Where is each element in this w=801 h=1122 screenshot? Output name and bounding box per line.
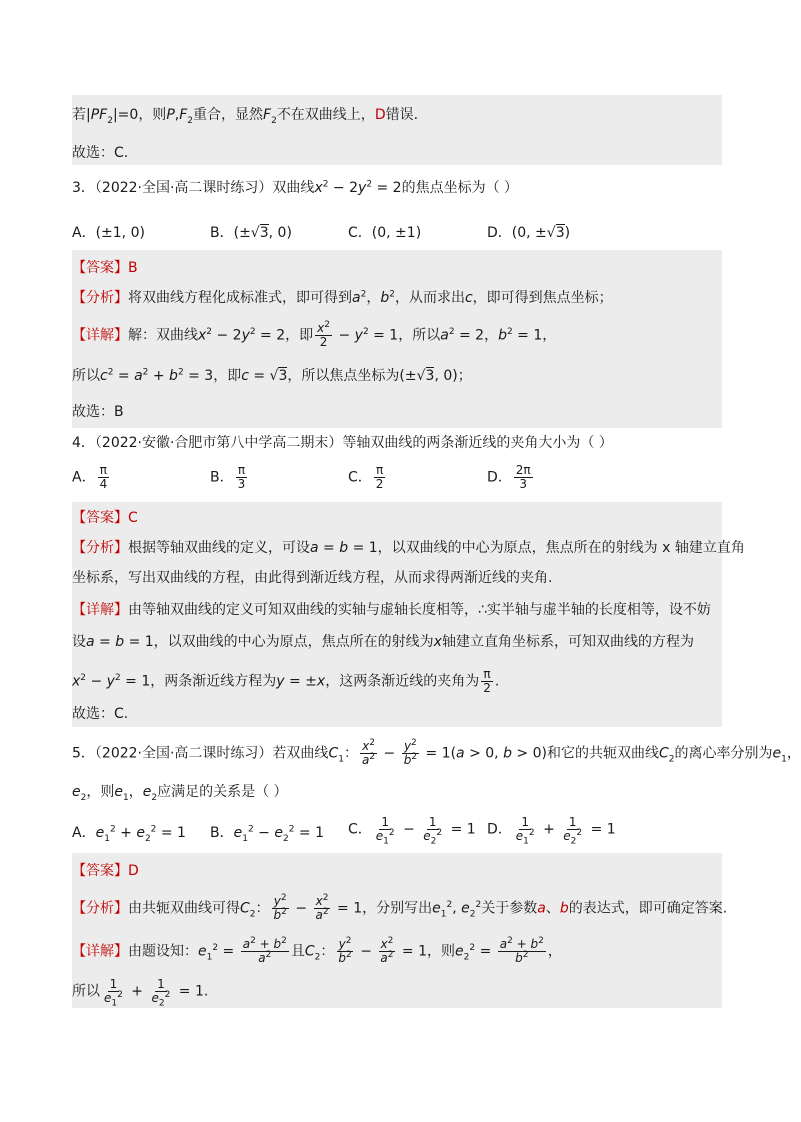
q5-option-b[interactable]: B．$e_1^2 - e_2^2 = 1$ bbox=[210, 824, 324, 844]
q4-option-c[interactable]: C． $\frac{\pi}{2}$ bbox=[348, 463, 384, 491]
q4-detail-2: 设a = b = 1，以双曲线的中心为原点，焦点所在的射线为x轴建立直角坐标系，可知双曲线的方程为 bbox=[72, 634, 694, 650]
q4-stem: 4．（2022·安徽·合肥市第八中学高二期末）等轴双曲线的两条渐近线的夹角大小为（ ） bbox=[72, 435, 613, 451]
q5-option-d[interactable]: D． $\frac{1}{e_1^2}$ + $\frac{1}{e_2^2}$ = 1 bbox=[487, 815, 616, 847]
q5-option-c[interactable]: C． $\frac{1}{e_1^2}$ − $\frac{1}{e_2^2}$ = 1 bbox=[348, 815, 476, 847]
q3-option-b[interactable]: B．(±√3, 0) bbox=[210, 225, 292, 241]
q3-option-a[interactable]: A．(±1, 0) bbox=[72, 225, 145, 241]
q5-analysis: 【分析】由共轭双曲线可得$C_2$： $\frac{y^2}{b^2}$ − $\frac{x^2}{a^2}$ = 1，分别写出$e_1^2$, $e_2^2$关于参数a、b的表达式，即可确定答案. bbox=[72, 893, 728, 922]
q4-choice: 故选：C. bbox=[72, 706, 129, 722]
q4-option-d[interactable]: D． $\frac{2\pi}{3}$ bbox=[487, 463, 531, 491]
q5-detail-2: 所以 $\frac{1}{e_1^2}$ + $\frac{1}{e_2^2}$ = 1. bbox=[72, 977, 209, 1009]
q3-detail-2: 所以$c^2 = a^2 + b^2 = 3$，即c = √3，所以焦点坐标为(±√3, 0)； bbox=[72, 367, 472, 384]
q5-answer: 【答案】D bbox=[72, 863, 139, 879]
q4-answer: 【答案】C bbox=[72, 510, 138, 526]
q4-detail-3: $x^2 - y^2 = 1$，两条渐近线方程为y = ±x，这两条渐近线的夹角为 $\frac{\pi}{2}$ . bbox=[72, 667, 500, 695]
q3-option-d[interactable]: D．(0, ±√3) bbox=[487, 225, 571, 241]
q4-option-b[interactable]: B． $\frac{\pi}{3}$ bbox=[210, 463, 246, 491]
q2-choice: 故选：C. bbox=[72, 145, 129, 161]
q5-detail-1: 【详解】由题设知：$e_1^2$ = $\frac{a^2 + b^2}{a^2}$ 且$C_2$： $\frac{y^2}{b^2}$ − $\frac{x^2}{a^2}$ = 1，则$e_2^2$ = $\frac{a^2 + b^2}{b^2}$ ， bbox=[72, 936, 562, 965]
q3-stem: 3．（2022·全国·高二课时练习）双曲线$x^2 - 2y^2 = 2$的焦点坐标为（ ） bbox=[72, 179, 519, 196]
q3-detail-1: 【详解】解：双曲线$x^2 - 2y^2 = 2$，即 $\frac{x^2}{2}$ − $y^2 = 1$，所以$a^2 = 2$，$b^2 = 1$， bbox=[72, 320, 557, 349]
q3-analysis: 【分析】将双曲线方程化成标准式，即可得到$a^2$，$b^2$，从而求出c，即可得到焦点坐标； bbox=[72, 289, 613, 306]
q2-detail-line: 若$|PF_2|=0$，则$P,F_2$重合，显然$F_2$不在双曲线上，D错误. bbox=[72, 107, 419, 126]
q5-stem-2: $e_2$，则$e_1$，$e_2$应满足的关系是（ ） bbox=[72, 784, 288, 803]
q3-choice: 故选：B bbox=[72, 404, 124, 420]
q3-answer: 【答案】B bbox=[72, 260, 138, 276]
q4-analysis-2: 坐标系，写出双曲线的方程，由此得到渐近线方程，从而求得两渐近线的夹角. bbox=[72, 570, 553, 586]
q4-detail-1: 【详解】由等轴双曲线的定义可知双曲线的实轴与虚轴长度相等，∴实半轴与虚半轴的长度相等，设不妨 bbox=[72, 602, 711, 618]
q3-option-c[interactable]: C．(0, ±1) bbox=[348, 225, 422, 241]
q5-stem-1: 5．（2022·全国·高二课时练习）若双曲线$C_1$： $\frac{x^2}{a^2}$ − $\frac{y^2}{b^2}$ = 1(a > 0, b > 0)和它的共轭双曲线$C_2$的离心率分别为$e_1$， bbox=[72, 738, 801, 767]
q4-analysis-1: 【分析】根据等轴双曲线的定义，可设a = b = 1，以双曲线的中心为原点，焦点所在的射线为 x 轴建立直角 bbox=[72, 540, 745, 556]
q4-option-a[interactable]: A． $\frac{\pi}{4}$ bbox=[72, 463, 108, 491]
q5-option-a[interactable]: A．$e_1^2 + e_2^2 = 1$ bbox=[72, 824, 186, 844]
